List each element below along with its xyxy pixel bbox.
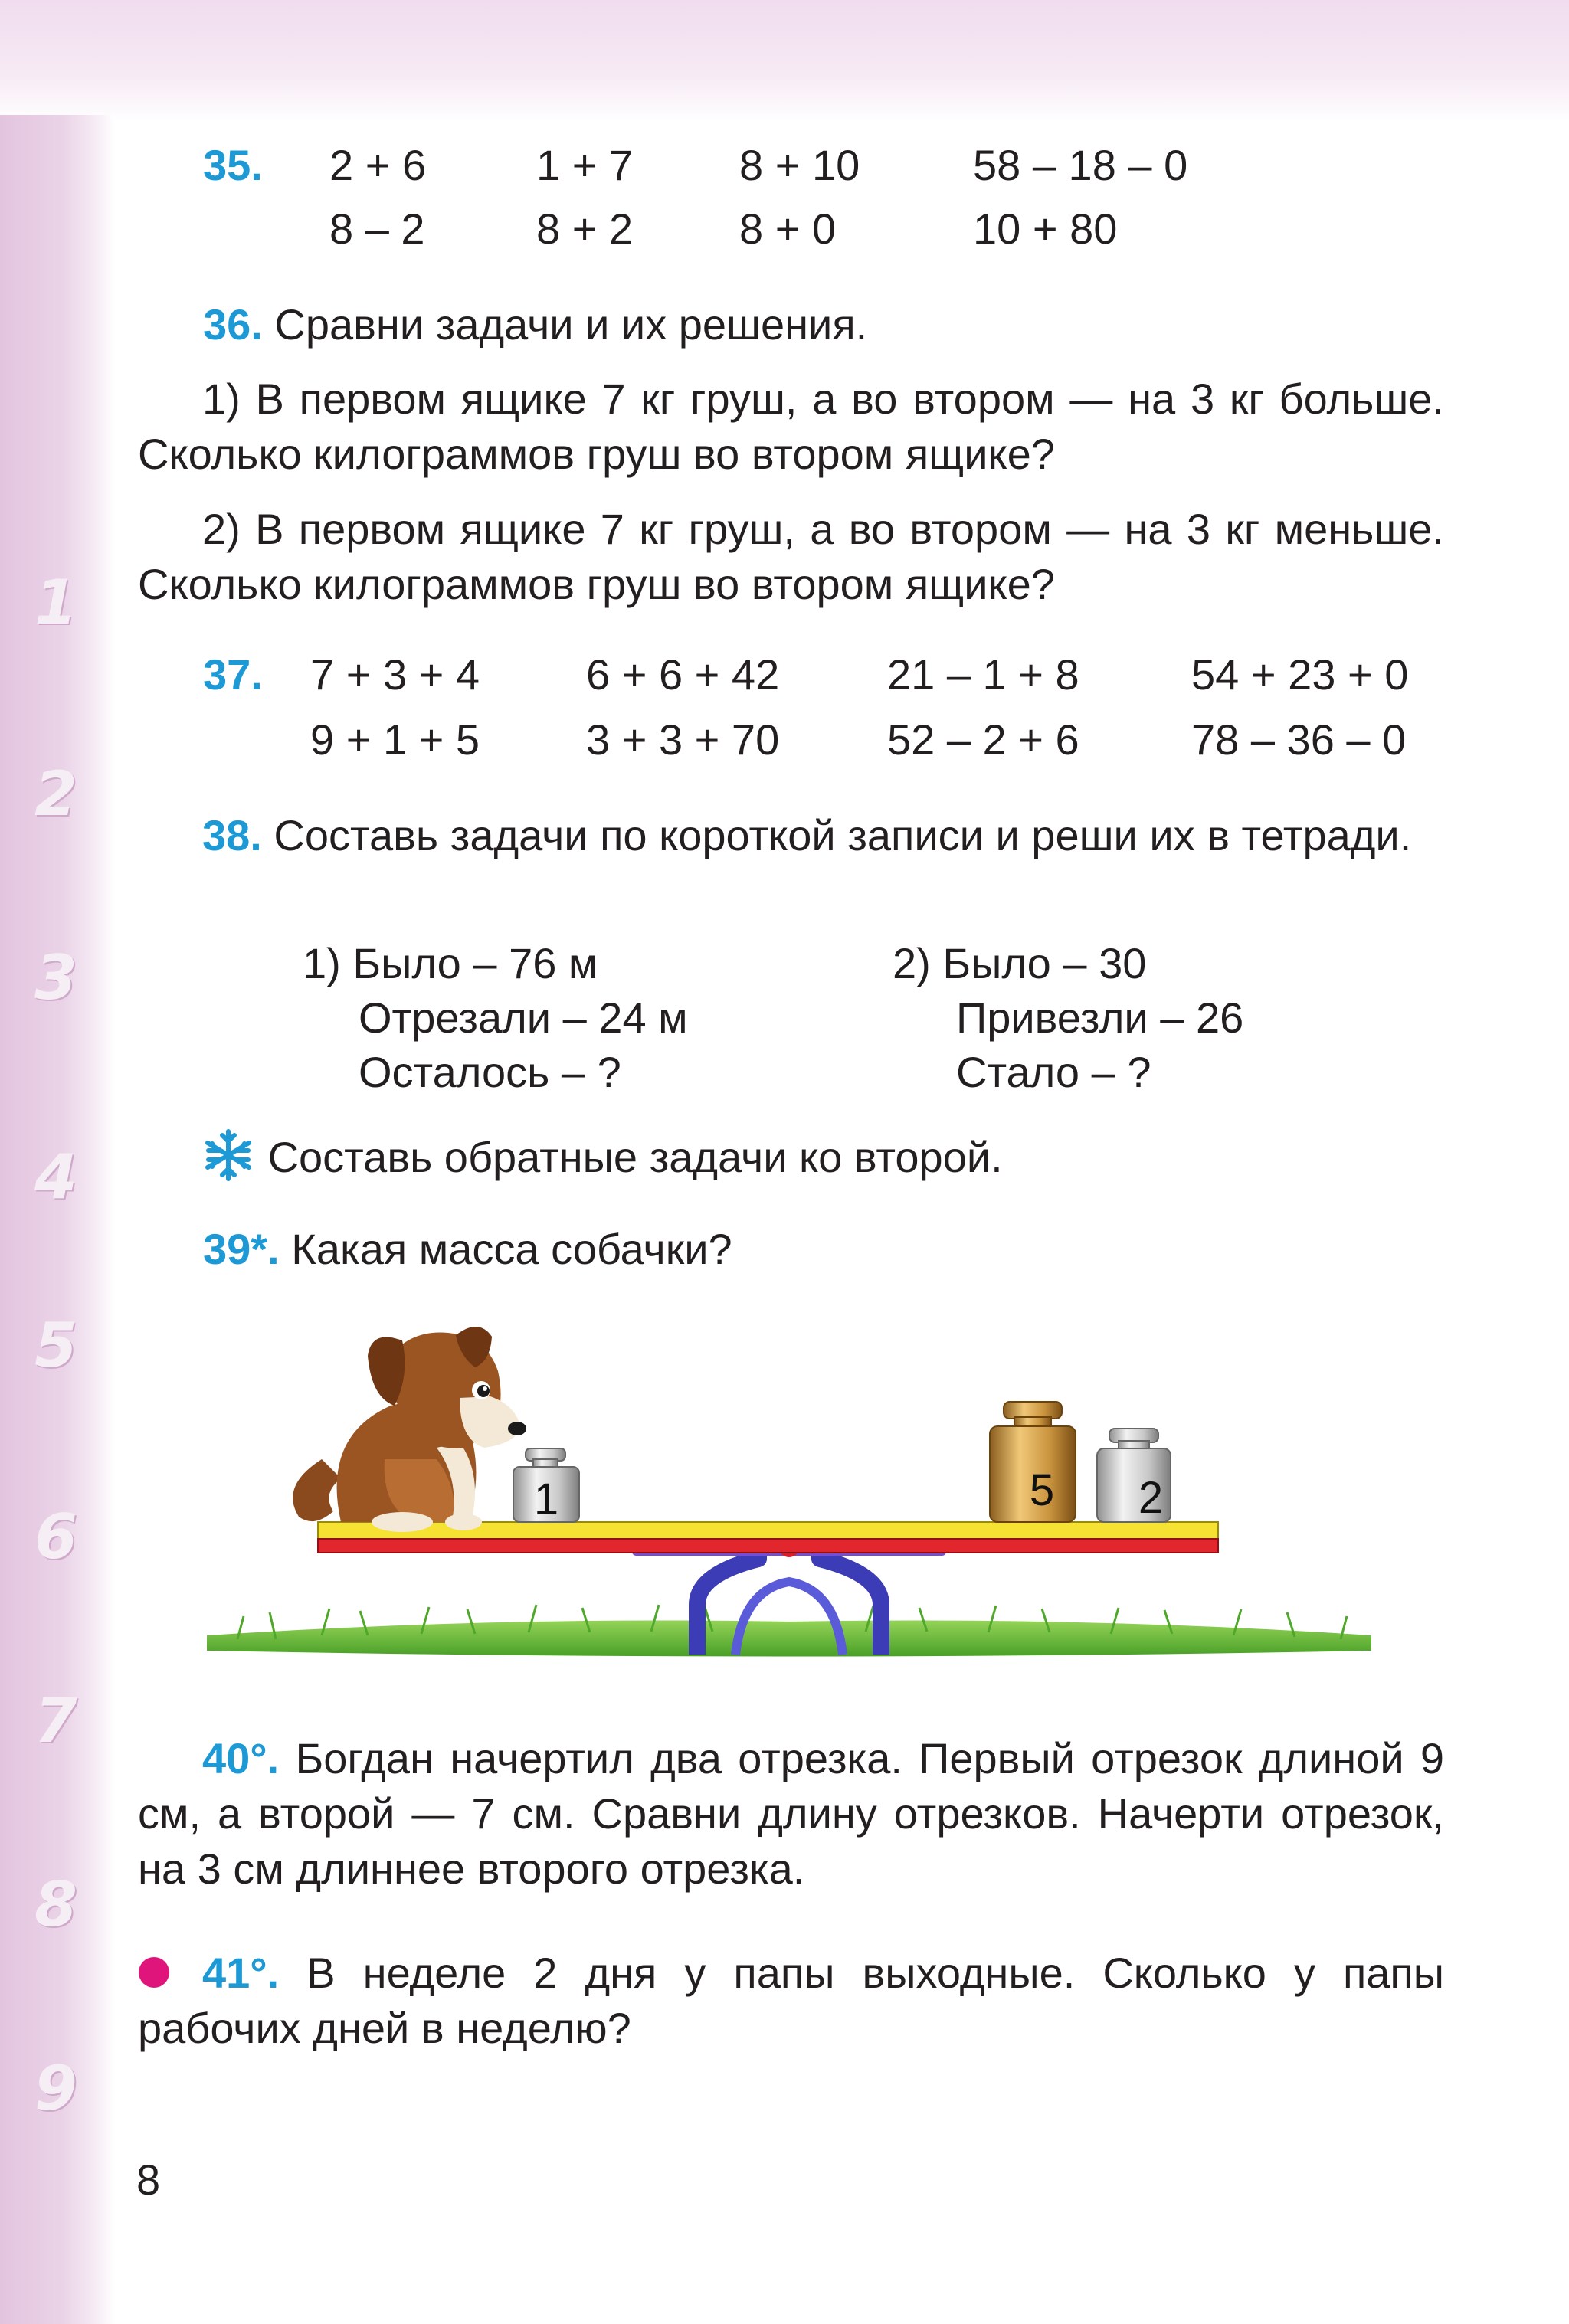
grass [207, 1605, 1371, 1657]
task-text: 2) В первом ящике 7 кг груш, а во втором — на 3 кг меньше. Сколько килограммов груш во втором ящике? [138, 505, 1444, 608]
short-note-line: Стало – ? [956, 1048, 1151, 1096]
exercise-number: 38. [202, 811, 262, 859]
expression: 58 – 18 – 0 [973, 141, 1188, 189]
task-body: В неделе 2 дня у папы выходные. Сколько у папы рабочих дней в неделю? [138, 1949, 1445, 2052]
task-text [138, 1946, 1444, 2056]
dog-illustration [293, 1327, 526, 1532]
expression: 8 + 2 [536, 205, 634, 253]
expression: 2 + 6 [329, 141, 427, 189]
expression: 21 – 1 + 8 [887, 650, 1079, 699]
expression: 1 + 7 [536, 141, 634, 189]
expression: 8 + 0 [739, 205, 837, 253]
expression: 8 + 10 [739, 141, 860, 189]
side-number: 1 [34, 567, 77, 638]
expression: 52 – 2 + 6 [887, 715, 1079, 764]
task-text [138, 808, 1444, 863]
short-note-line: Отрезали – 24 м [359, 993, 688, 1042]
exercise-number: 41°. [202, 1949, 280, 1997]
exercise-heading [203, 1222, 732, 1277]
expression: 6 + 6 + 42 [586, 650, 780, 699]
extra-task [201, 1128, 1003, 1185]
exercise-number: 39*. [203, 1225, 280, 1273]
side-number: 6 [34, 1501, 77, 1573]
task-body: Богдан начертил два отрезка. Первый отрезок длиной 9 см, а второй — 7 см. Сравни длину отрезков. Начерти отрезок, на 3 см длиннее второго отрезка. [138, 1734, 1444, 1893]
exercise-number: 37. [203, 650, 263, 699]
weight-label: 2 [1138, 1473, 1164, 1523]
expression: 54 + 23 + 0 [1191, 650, 1409, 699]
expression: 10 + 80 [973, 205, 1118, 253]
weight-1 [513, 1448, 579, 1524]
side-number: 2 [34, 758, 77, 830]
side-number: 9 [34, 2053, 77, 2124]
exercise-title: Какая масса собачки? [291, 1225, 732, 1273]
page-number: 8 [136, 2155, 161, 2204]
side-number: 7 [34, 1685, 77, 1756]
short-note-line: Привезли – 26 [956, 993, 1244, 1042]
exercise-number: 40°. [202, 1734, 280, 1782]
exercise-title: Сравни задачи и их решения. [274, 300, 868, 349]
weight-label: 5 [1029, 1465, 1055, 1515]
side-number: 5 [34, 1310, 77, 1381]
short-note-line: Осталось – ? [359, 1048, 621, 1096]
task-text [138, 1731, 1444, 1897]
expression: 7 + 3 + 4 [310, 650, 480, 699]
weight-5 [990, 1402, 1076, 1522]
snowflake-icon [201, 1128, 256, 1183]
side-number: 4 [34, 1141, 77, 1213]
weight-2 [1097, 1429, 1171, 1523]
expression: 8 – 2 [329, 205, 425, 253]
seesaw-illustration [207, 1314, 1371, 1689]
exercise-heading [203, 297, 867, 352]
expression: 78 – 36 – 0 [1191, 715, 1407, 764]
short-note-line: 2) Было – 30 [893, 939, 1147, 987]
expression: 3 + 3 + 70 [586, 715, 780, 764]
expression: 9 + 1 + 5 [310, 715, 480, 764]
weight-label: 1 [533, 1475, 559, 1524]
side-number: 8 [34, 1869, 77, 1940]
side-number: 3 [34, 942, 77, 1013]
short-note-line: 1) Было – 76 м [303, 939, 598, 987]
exercise-number: 35. [203, 141, 263, 189]
extra-task-text: Составь обратные задачи ко второй. [267, 1133, 1003, 1181]
task-body: Составь задачи по короткой записи и реши их в тетради. [274, 811, 1412, 859]
task-text: 1) В первом ящике 7 кг груш, а во втором — на 3 кг больше. Сколько килограммов груш во втором ящике? [138, 375, 1444, 478]
exercise-number: 36. [203, 300, 263, 349]
